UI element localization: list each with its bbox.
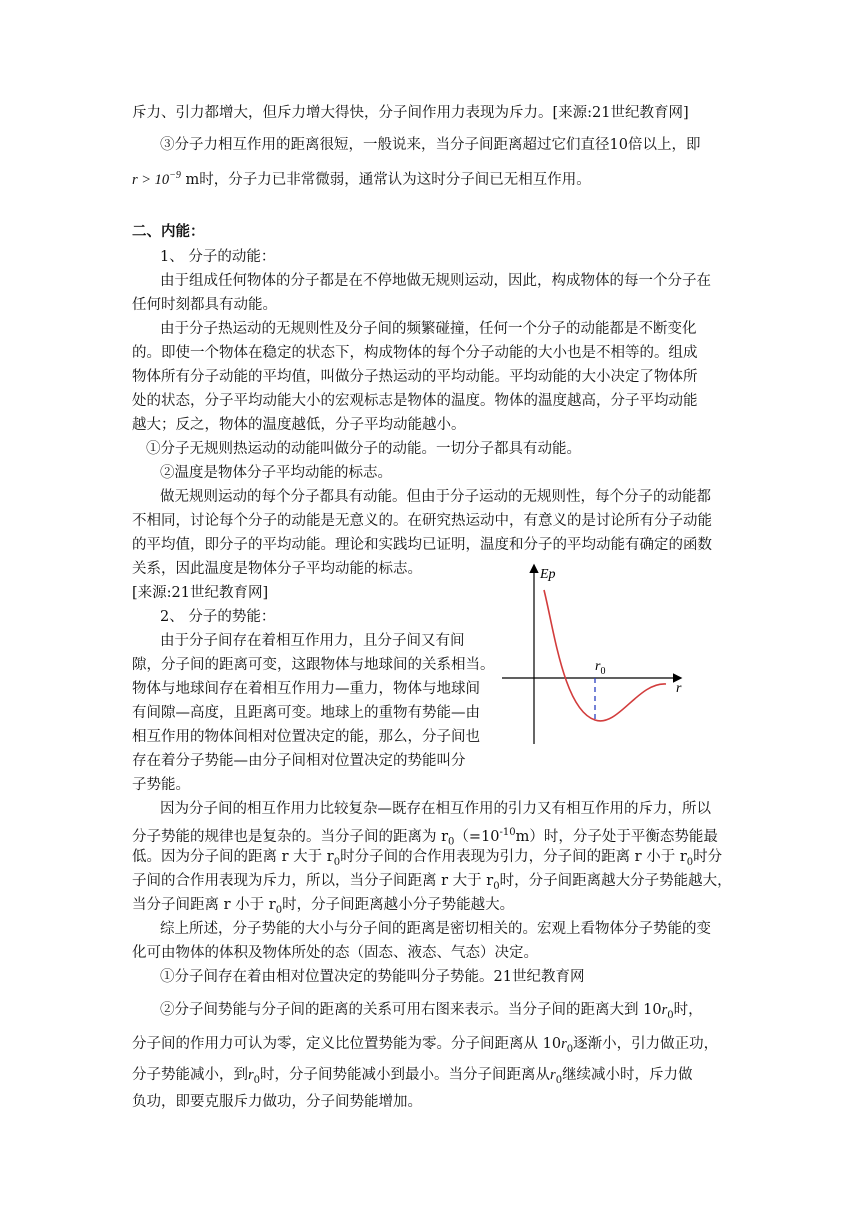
paragraph-line: 物体所有分子动能的平均值，叫做分子热运动的平均动能。平均动能的大小决定了物体所 xyxy=(132,369,698,385)
subscript: 0 xyxy=(448,836,455,848)
paragraph-line: 因为分子间的相互作用力比较复杂—既存在相互作用的引力又有相互作用的斥力，所以 xyxy=(160,801,711,817)
paragraph-line: ③分子力相互作用的距离很短，一般说来，当分子间距离超过它们直径10倍以上，即 xyxy=(160,137,701,153)
text-run: 时分子间的合作用表现为引力，分子间的距离 r 小于 r xyxy=(340,849,687,865)
paragraph-line: 隙，分子间的距离可变，这跟物体与地球间的关系相当。 xyxy=(132,657,495,673)
paragraph-line: 综上所述，分子势能的大小与分子间的距离是密切相关的。宏观上看物体分子势能的变 xyxy=(160,921,711,937)
text-run: 时，分子间距离越大分子势能越大， xyxy=(499,873,732,889)
text-run: 当分子间距离 r 小于 r xyxy=(132,897,276,913)
superscript: -10 xyxy=(499,827,516,838)
paragraph-line xyxy=(132,1034,718,1060)
text-run: 分子间的作用力可认为零，定义比位置势能为零。分子间距离从 10 xyxy=(132,1036,562,1052)
text-run: 时， xyxy=(673,1002,703,1018)
x-axis-label: r xyxy=(676,681,682,696)
subsection-heading: 1、 分子的动能： xyxy=(160,249,276,265)
paragraph-line: 处的状态，分子平均动能大小的宏观标志是物体的温度。物体的温度越高，分子平均动能 xyxy=(132,393,698,409)
r0-label xyxy=(595,659,605,677)
paragraph-line: 越大；反之，物体的温度越低，分子平均动能越小。 xyxy=(132,417,466,433)
text-run: m）时，分子处于平衡态势能最 xyxy=(515,828,718,845)
paragraph-line: 存在着分子势能—由分子间相对位置决定的势能叫分 xyxy=(132,753,466,769)
text-run: 分子势能的规律也是复杂的。当分子间的距离为 r xyxy=(132,828,449,845)
paragraph-line: 任何时刻都具有动能。 xyxy=(132,297,277,313)
text-run: 子间的合作用表现为斥力，所以，当分子间距离 r 大于 r xyxy=(132,873,494,889)
paragraph-line: 有间隙—高度，且距离可变。地球上的重物有势能—由 xyxy=(132,705,480,721)
paragraph-line xyxy=(132,895,514,921)
text-run: （=10 xyxy=(454,828,500,845)
subscript: 0 xyxy=(686,856,694,868)
paragraph-line xyxy=(160,1000,703,1026)
paragraph-line: ①分子间存在着由相对位置决定的势能叫分子势能。21世纪教育网 xyxy=(160,969,585,985)
text-run: 继续减小时，斥力做 xyxy=(562,1067,693,1083)
y-axis-label: Ep xyxy=(540,567,556,582)
paragraph-line: 的。即使一个物体在稳定的状态下，构成物体的每个分子动能的大小也是不相等的。组成 xyxy=(132,345,698,361)
subscript: 0 xyxy=(566,1043,574,1055)
text-run: 时，分子间势能减小到最小。当分子间距离从 xyxy=(260,1067,551,1083)
subscript: 0 xyxy=(253,1074,261,1086)
text-run: 逐渐小，引力做正功， xyxy=(573,1036,719,1052)
paragraph-line xyxy=(132,1065,693,1091)
paragraph-line: 不相同，讨论每个分子的动能是无意义的。在研究热运动中，有意义的是讨论所有分子动能 xyxy=(132,513,712,529)
paragraph-line: 做无规则运动的每个分子都具有动能。但由于分子运动的无规则性，每个分子的动能都 xyxy=(160,489,711,505)
subscript: 0 xyxy=(493,880,500,892)
paragraph-line: 物体与地球间存在着相互作用力—重力，物体与地球间 xyxy=(132,681,480,697)
paragraph-line: 斥力、引力都增大，但斥力增大得快，分子间作用力表现为斥力。[来源:21世纪教育网] xyxy=(132,105,689,121)
paragraph-line: 由于组成任何物体的分子都是在不停地做无规则运动，因此，构成物体的每一个分子在 xyxy=(160,273,711,289)
text-run: 分子势能减小，到 xyxy=(132,1067,248,1083)
paragraph-line xyxy=(132,847,722,873)
subscript: 0 xyxy=(333,856,341,868)
potential-energy-diagram xyxy=(498,560,688,750)
exponent: −9 xyxy=(169,170,181,181)
r0-label-sub: 0 xyxy=(600,666,606,677)
paragraph-line: 负功，即要克服斥力做功，分子间势能增加。 xyxy=(132,1094,422,1110)
math-var: r xyxy=(561,1036,567,1052)
subscript: 0 xyxy=(667,1009,674,1021)
subscript: 0 xyxy=(275,904,283,916)
math-var: r xyxy=(661,1002,668,1018)
text-run: 时分 xyxy=(693,849,723,865)
text-run: m时，分子力已非常微弱，通常认为这时分子间已无相互作用。 xyxy=(180,171,591,188)
text-run: 时，分子间距离越小分子势能越大。 xyxy=(282,897,515,913)
paragraph-line: 子势能。 xyxy=(132,777,190,793)
paragraph-line: ①分子无规则热运动的动能叫做分子的动能。一切分子都具有动能。 xyxy=(146,441,581,457)
subsection-heading: 2、 分子的势能： xyxy=(160,609,276,625)
paragraph-line: 由于分子间存在着相互作用力，且分子间又有间 xyxy=(160,633,465,649)
text-run: ②分子间势能与分子间的距离的关系可用右图来表示。当分子间的距离大到 10 xyxy=(160,1002,662,1018)
paragraph-line xyxy=(132,166,591,190)
r0-label-letter: r xyxy=(595,659,601,674)
text-run: 低。因为分子间的距离 r 大于 r xyxy=(132,849,334,865)
paragraph-line: 由于分子热运动的无规则性及分子间的频繁碰撞，任何一个分子的动能都是不断变化 xyxy=(160,321,697,337)
paragraph-line: 关系，因此温度是物体分子平均动能的标志。 xyxy=(132,561,422,577)
section-heading: 二、内能： xyxy=(132,223,205,240)
paragraph-line: 化可由物体的体积及物体所处的态（固态、液态、气态）决定。 xyxy=(132,945,538,961)
potential-curve xyxy=(544,590,666,721)
paragraph-line: ②温度是物体分子平均动能的标志。 xyxy=(160,465,392,481)
paragraph-line: 相互作用的物体间相对位置决定的能，那么，分子间也 xyxy=(132,729,480,745)
math-var: r xyxy=(248,1067,254,1083)
source-note: [来源:21世纪教育网] xyxy=(132,585,269,601)
paragraph-line xyxy=(132,871,732,897)
subscript: 0 xyxy=(555,1074,563,1086)
paragraph-line: 的平均值，即分子的平均动能。理论和实践均已证明，温度和分子的平均动能有确定的函数 xyxy=(132,537,712,553)
math-expression: r > 10 xyxy=(132,171,170,188)
math-var: r xyxy=(550,1067,556,1083)
